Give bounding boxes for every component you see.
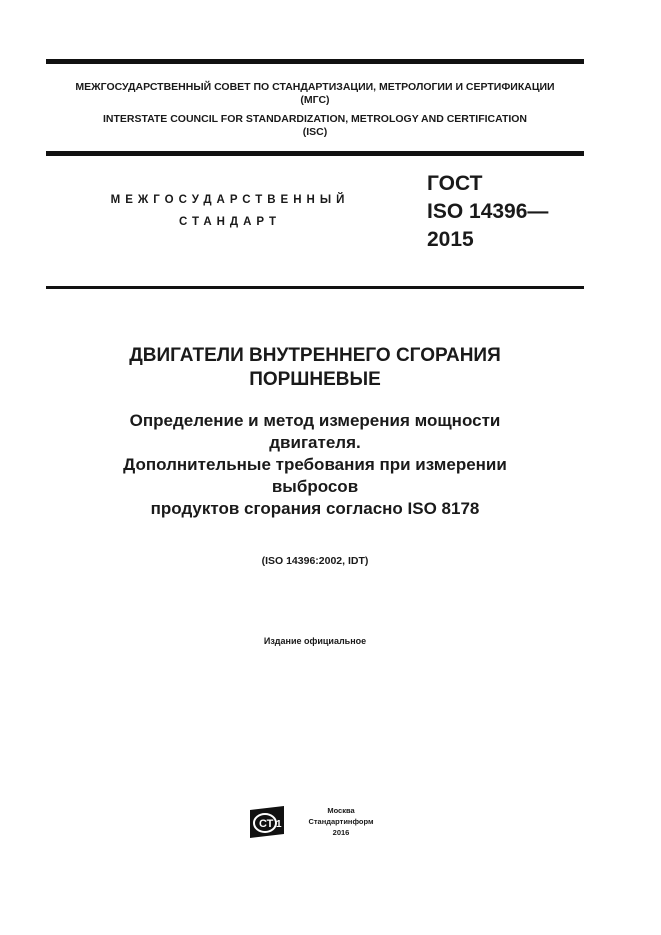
subtitle-line: выбросов bbox=[271, 477, 359, 496]
top-rule bbox=[46, 59, 584, 64]
designation-line3: 2015 bbox=[427, 228, 474, 251]
middle-rule bbox=[46, 151, 584, 156]
council-en-line: INTERSTATE COUNCIL FOR STANDARDIZATION, METROLOGY AND CERTIFICATION bbox=[102, 113, 528, 125]
svg-text:1: 1 bbox=[276, 819, 282, 830]
designation bbox=[427, 170, 548, 254]
publisher-year: 2016 bbox=[332, 828, 350, 837]
document-subtitle bbox=[46, 410, 584, 520]
council-en-abbr: (ISC) bbox=[302, 126, 328, 138]
council-ru bbox=[46, 81, 584, 107]
edition-note: Издание официальное bbox=[263, 636, 367, 646]
standard-type-line2: СТАНДАРТ bbox=[179, 216, 281, 228]
subtitle-line: продуктов сгорания согласно ISO 8178 bbox=[150, 499, 480, 518]
standard-type bbox=[80, 189, 380, 233]
standard-type-line1: МЕЖГОСУДАРСТВЕННЫЙ bbox=[110, 194, 350, 206]
subtitle-line: Дополнительные требования при измерении bbox=[123, 455, 507, 474]
title-line1: ДВИГАТЕЛИ ВНУТРЕННЕГО СГОРАНИЯ bbox=[129, 345, 501, 366]
council-en bbox=[46, 113, 584, 139]
title-line2: ПОРШНЕВЫЕ bbox=[249, 369, 381, 390]
publisher-name: Стандартинформ bbox=[308, 817, 374, 826]
council-ru-abbr: (МГС) bbox=[300, 94, 330, 106]
iso-equivalence: (ISO 14396:2002, IDT) bbox=[261, 555, 369, 567]
publisher-city: Москва bbox=[327, 806, 355, 815]
council-ru-line: МЕЖГОСУДАРСТВЕННЫЙ СОВЕТ ПО СТАНДАРТИЗАЦИИ, МЕТРОЛОГИИ И СЕРТИФИКАЦИИ bbox=[75, 81, 555, 93]
subtitle-line: двигателя. bbox=[269, 433, 361, 452]
designation-line2: ISO 14396— bbox=[427, 200, 549, 223]
publisher bbox=[296, 805, 386, 838]
standartinform-logo-icon bbox=[248, 806, 288, 838]
bottom-rule bbox=[46, 286, 584, 289]
svg-text:СТ: СТ bbox=[259, 818, 274, 830]
document-title bbox=[46, 344, 584, 392]
designation-line1: ГОСТ bbox=[427, 172, 483, 195]
subtitle-line: Определение и метод измерения мощности bbox=[129, 411, 501, 430]
